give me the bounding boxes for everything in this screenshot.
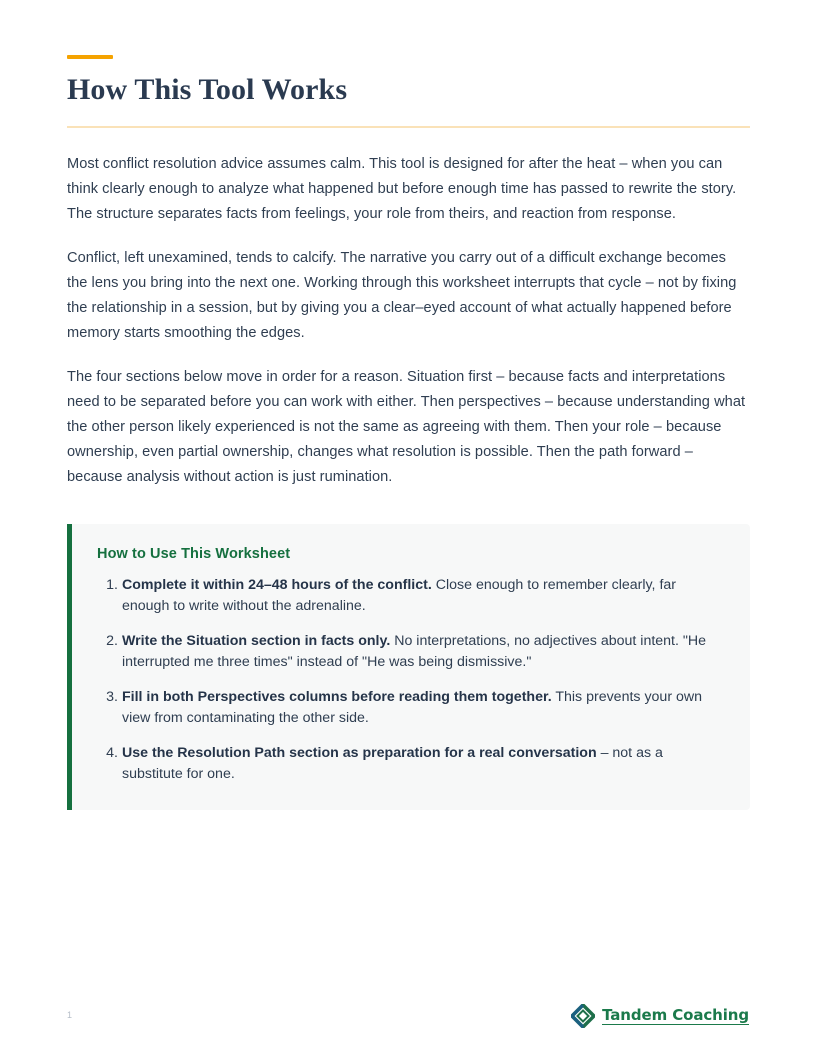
title-accent-bar [67, 55, 113, 59]
page-footer [0, 1002, 816, 1042]
list-item-lead: Complete it within 24–48 hours of the conflict. [122, 576, 432, 593]
body-paragraph-3: The four sections below move in order for a reason. Situation first – because facts and interpretations need to be separated before you can work with either. Then perspectives – because understanding what the other person likely experienced is not the same as agreeing with them. Then your role – because ownership, even partial ownership, changes what resolution is possible. Then the path forward – because analysis without action is just rumination. [67, 368, 746, 485]
list-item [97, 743, 724, 786]
page-number: 1 [67, 1010, 73, 1020]
diamond-logo-icon [571, 1004, 595, 1028]
brand-logo [571, 1004, 749, 1028]
callout-instruction-list [97, 575, 724, 786]
callout-heading: How to Use This Worksheet [97, 545, 291, 562]
list-item-lead: Use the Resolution Path section as preparation for a real conversation [122, 744, 597, 761]
list-item-rest: No interpretations, no adjectives about intent. "He interrupted me three times" instead of "He was being dismissive." [122, 632, 707, 670]
body-paragraph-1: Most conflict resolution advice assumes calm. This tool is designed for after the heat – when you can think clearly enough to analyze what happened but before enough time has passed to rewrite the story. The structure separates facts from feelings, your role from theirs, and reaction from response. [67, 155, 737, 222]
logo-wordmark: Tandem Coaching [602, 1005, 749, 1024]
list-item-rest: This prevents your own view from contaminating the other side. [122, 688, 703, 726]
list-item [97, 575, 724, 618]
how-to-use-callout [67, 524, 750, 810]
page-title: How This Tool Works [67, 73, 348, 106]
list-item-rest: – not as a substitute for one. [122, 744, 663, 782]
list-item-rest: Close enough to remember clearly, far enough to write without the adrenaline. [122, 576, 676, 614]
page-content [67, 0, 750, 810]
list-item-lead: Write the Situation section in facts only. [122, 632, 391, 649]
list-item-lead: Fill in both Perspectives columns before reading them together. [122, 688, 552, 705]
body-paragraph-2: Conflict, left unexamined, tends to calcify. The narrative you carry out of a difficult exchange becomes the lens you bring into the next one. Working through this worksheet interrupts that cycle – not by fixing the relationship in a session, but by giving you a clear–eyed account of what actually happened before memory starts smoothing the edges. [67, 249, 737, 341]
list-item [97, 687, 724, 730]
list-item [97, 631, 724, 674]
